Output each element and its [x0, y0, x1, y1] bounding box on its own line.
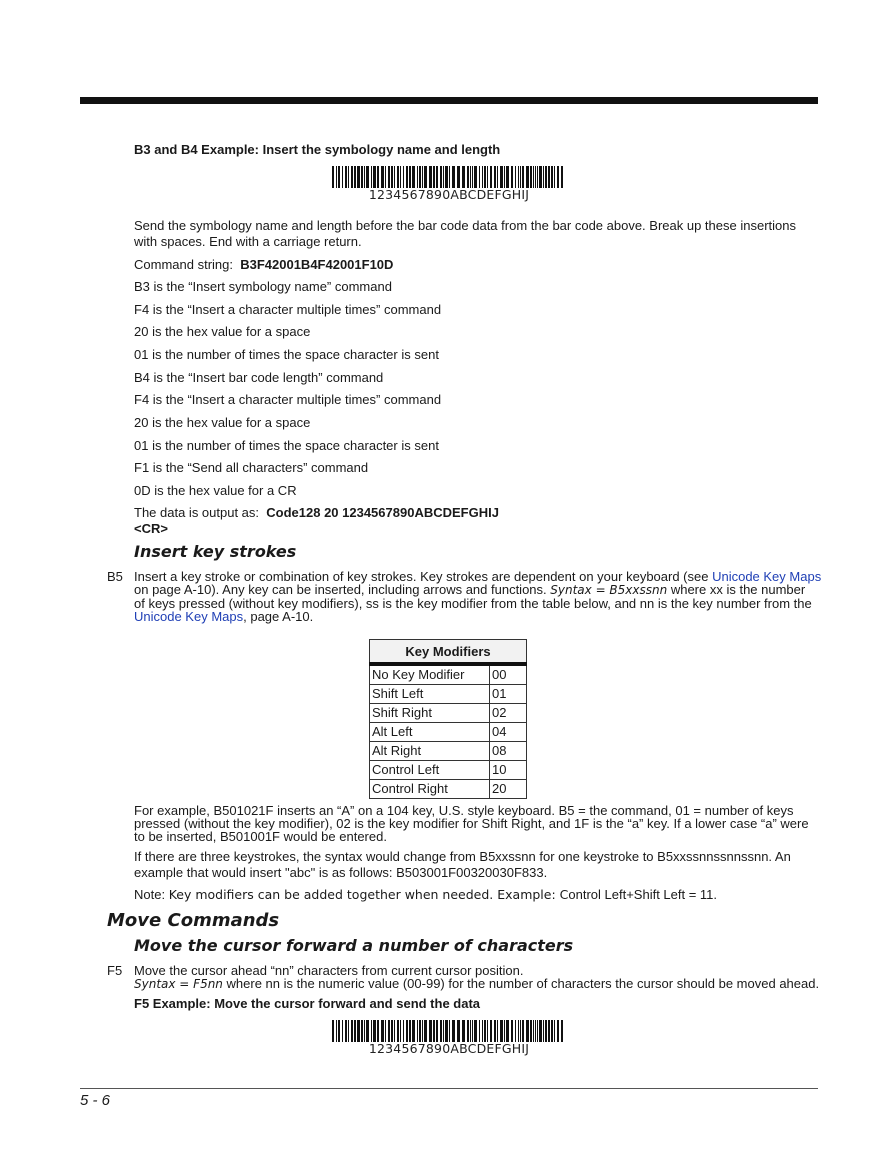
modifier-code: 04 — [490, 723, 527, 742]
send-paragraph-line-1: Send the symbology name and length before the bar code data from the bar code above. Break up these insertions — [134, 218, 796, 233]
b3b4-example-heading: B3 and B4 Example: Insert the symbology name and length — [134, 142, 501, 157]
barcode-bar — [535, 166, 536, 188]
barcode-bar — [500, 1020, 503, 1042]
barcode-bar — [557, 166, 559, 188]
barcode-bar — [533, 166, 534, 188]
barcode-bar — [484, 166, 486, 188]
barcode-bar — [526, 1020, 529, 1042]
barcode-bar — [443, 1020, 444, 1042]
example-line-3: to be inserted, B501001F would be entered. — [134, 829, 387, 844]
barcode-bar — [373, 1020, 376, 1042]
barcode-bar — [397, 1020, 399, 1042]
modifier-code: 20 — [490, 780, 527, 799]
barcode-bar — [506, 1020, 509, 1042]
barcode-bar — [511, 166, 513, 188]
barcode-bar — [500, 166, 503, 188]
barcode-bar — [373, 166, 376, 188]
barcode-bar — [470, 166, 471, 188]
barcode-bar — [394, 1020, 395, 1042]
explanation-line: 0D is the hex value for a CR — [134, 483, 297, 498]
barcode-bar — [504, 166, 505, 188]
barcode-bar — [511, 1020, 513, 1042]
table-row — [370, 664, 527, 685]
barcode-bar — [381, 1020, 384, 1042]
modifier-code: 00 — [490, 664, 527, 685]
barcode-bar — [424, 166, 427, 188]
barcode-bar — [515, 1020, 516, 1042]
barcode-bar — [342, 1020, 343, 1042]
f5-description — [134, 964, 819, 991]
key-modifiers-table — [369, 639, 527, 799]
barcode-bar — [417, 1020, 418, 1042]
barcode-bar — [518, 1020, 519, 1042]
barcode-bar — [462, 1020, 465, 1042]
barcode-bar — [391, 1020, 393, 1042]
barcode-bar — [336, 1020, 337, 1042]
barcode-bar — [548, 166, 550, 188]
barcode-bar — [364, 166, 365, 188]
move-commands-heading: Move Commands — [107, 910, 280, 931]
barcode-bar — [436, 166, 438, 188]
barcode-bar — [377, 166, 379, 188]
barcode-bar — [554, 1020, 555, 1042]
barcode-bar — [361, 166, 363, 188]
b5-description — [134, 570, 824, 623]
barcode-bar — [479, 166, 480, 188]
table-row — [370, 780, 527, 799]
barcode-bar — [474, 1020, 477, 1042]
barcode-bar — [417, 166, 418, 188]
barcode-bar — [449, 166, 450, 188]
note-line — [134, 887, 717, 902]
barcode-bar — [429, 166, 432, 188]
barcode-bar — [494, 166, 496, 188]
barcode-bar — [494, 1020, 496, 1042]
b5-line-4: , page A-10. — [243, 609, 314, 624]
barcode-bar — [522, 166, 524, 188]
barcode-bar — [371, 1020, 372, 1042]
modifier-code: 02 — [490, 704, 527, 723]
barcode-bar — [484, 1020, 486, 1042]
barcode-bar — [487, 1020, 488, 1042]
barcode-bar — [345, 1020, 347, 1042]
barcode-bar — [539, 1020, 542, 1042]
barcode-bar — [412, 1020, 415, 1042]
three-keys-line-1: If there are three keystrokes, the syntax would change from B5xxssnn for one keystroke to B5xxssnnssnnssnn. An — [134, 849, 791, 864]
modifier-name: Control Right — [370, 780, 490, 799]
barcode-bar — [338, 1020, 340, 1042]
barcode-bar — [429, 1020, 432, 1042]
barcode-bar — [472, 1020, 473, 1042]
modifier-name: Shift Right — [370, 704, 490, 723]
barcode-bar — [357, 1020, 360, 1042]
barcode-bar — [452, 166, 455, 188]
barcode-bar — [526, 166, 529, 188]
barcode-bars — [332, 166, 566, 188]
barcode-bar — [467, 166, 469, 188]
barcode-bar — [490, 1020, 492, 1042]
barcode-bar — [530, 166, 532, 188]
barcode-bar — [551, 166, 553, 188]
barcode-bar — [539, 166, 542, 188]
barcode-bar — [422, 166, 423, 188]
barcode-bar — [487, 166, 488, 188]
output-line — [134, 505, 499, 520]
barcode-bar — [366, 166, 369, 188]
barcode-2 — [332, 1020, 566, 1055]
barcode-bar — [543, 1020, 544, 1042]
barcode-bar — [462, 166, 465, 188]
barcode-1-text: 1234567890ABCDEFGHIJ — [368, 187, 530, 202]
explanation-line: B4 is the “Insert bar code length” command — [134, 370, 384, 385]
barcode-bar — [354, 1020, 356, 1042]
barcode-bar — [433, 166, 435, 188]
explanation-line: F1 is the “Send all characters” command — [134, 460, 369, 475]
barcode-bar — [520, 166, 521, 188]
table-row — [370, 723, 527, 742]
barcode-bar — [551, 1020, 553, 1042]
barcode-bar — [403, 1020, 404, 1042]
explanation-line: B3 is the “Insert symbology name” command — [134, 279, 392, 294]
barcode-bar — [348, 166, 349, 188]
b5-line-3: of keys pressed (without key modifiers), ss is the key modifier from the table below, and nn is the key number from the — [134, 596, 812, 611]
barcode-bar — [433, 1020, 435, 1042]
barcode-bar — [385, 166, 386, 188]
barcode-bar — [490, 166, 492, 188]
barcode-bar — [348, 1020, 349, 1042]
modifier-code: 10 — [490, 761, 527, 780]
barcode-bar — [445, 166, 448, 188]
barcode-bar — [533, 1020, 534, 1042]
b5-line-1: Insert a key stroke or combination of key strokes. Key strokes are dependent on your keyboard (see — [134, 569, 713, 584]
barcode-bar — [400, 166, 401, 188]
barcode-bar — [482, 1020, 483, 1042]
barcode-bar — [338, 166, 340, 188]
b5-line-2: on page A-10). Any key can be inserted, including arrows and functions. — [134, 582, 551, 597]
barcode-bar — [440, 166, 442, 188]
barcode-bar — [371, 166, 372, 188]
barcode-bar — [336, 166, 337, 188]
barcode-bar — [545, 166, 547, 188]
barcode-bar — [543, 166, 544, 188]
example-line-1: For example, B501021F inserts an “A” on a 104 key, U.S. style keyboard. B5 = the command, 01 = number of keys — [134, 803, 794, 818]
barcode-bar — [537, 166, 538, 188]
explanation-line: 01 is the number of times the space character is sent — [134, 438, 439, 453]
barcode-bars — [332, 1020, 566, 1042]
barcode-bar — [391, 166, 393, 188]
table-row — [370, 742, 527, 761]
explanation-line: F4 is the “Insert a character multiple times” command — [134, 392, 442, 407]
barcode-bar — [419, 166, 421, 188]
modifier-code: 01 — [490, 685, 527, 704]
barcode-bar — [561, 166, 563, 188]
barcode-bar — [452, 1020, 455, 1042]
command-string-label: Command string: — [134, 257, 233, 272]
note-text-end: ontrol Left+Shift Left = 11. — [568, 887, 718, 902]
barcode-bar — [409, 166, 411, 188]
f5-code: F5 — [107, 963, 123, 978]
explanation-line: F4 is the “Insert a character multiple times” command — [134, 302, 442, 317]
barcode-bar — [467, 1020, 469, 1042]
barcode-bar — [497, 166, 498, 188]
header-rule — [80, 97, 818, 104]
barcode-bar — [361, 1020, 363, 1042]
modifier-name: Alt Right — [370, 742, 490, 761]
barcode-bar — [449, 1020, 450, 1042]
barcode-bar — [422, 1020, 423, 1042]
command-string-value: B3F42001B4F42001F10D — [240, 257, 394, 272]
barcode-bar — [518, 166, 519, 188]
modifier-name: No Key Modifier — [370, 664, 490, 685]
output-value: Code128 20 1234567890ABCDEFGHIJ — [266, 505, 499, 520]
barcode-bar — [443, 166, 444, 188]
barcode-bar — [440, 1020, 442, 1042]
barcode-bar — [479, 1020, 480, 1042]
barcode-bar — [385, 1020, 386, 1042]
table-row — [370, 704, 527, 723]
barcode-bar — [457, 166, 460, 188]
barcode-bar — [474, 166, 477, 188]
barcode-bar — [436, 1020, 438, 1042]
barcode-bar — [366, 1020, 369, 1042]
barcode-bar — [397, 166, 399, 188]
b5-code: B5 — [107, 569, 123, 584]
barcode-bar — [554, 166, 555, 188]
barcode-bar — [457, 1020, 460, 1042]
barcode-bar — [406, 1020, 408, 1042]
modifier-name: Alt Left — [370, 723, 490, 742]
barcode-bar — [394, 166, 395, 188]
note-label: Note: — [134, 887, 169, 902]
barcode-bar — [332, 166, 334, 188]
b5-line-2-end: where xx is the number — [667, 582, 806, 597]
key-modifiers-header: Key Modifiers — [370, 640, 527, 665]
f5-line-1: Move the cursor ahead “nn” characters from current cursor position. — [134, 963, 524, 978]
f5-example-heading: F5 Example: Move the cursor forward and send the data — [134, 996, 481, 1011]
command-string — [134, 257, 393, 272]
barcode-bar — [561, 1020, 563, 1042]
explanation-line: 20 is the hex value for a space — [134, 415, 311, 430]
barcode-bar — [497, 1020, 498, 1042]
explanation-line: 20 is the hex value for a space — [134, 324, 311, 339]
note-text: Key modifiers can be added together when needed. Example: C — [168, 887, 569, 902]
barcode-bar — [515, 166, 516, 188]
example-line-2: pressed (without the key modifier), 02 is the key modifier for Shift Right, and 1F is the “a” key. If a lower case “a” were — [134, 816, 809, 831]
barcode-bar — [357, 166, 360, 188]
barcode-bar — [354, 166, 356, 188]
barcode-bar — [522, 1020, 524, 1042]
unicode-key-maps-link[interactable]: Unicode Key Maps — [134, 609, 244, 624]
barcode-bar — [470, 1020, 471, 1042]
modifier-name: Shift Left — [370, 685, 490, 704]
barcode-bar — [377, 1020, 379, 1042]
barcode-bar — [482, 166, 483, 188]
f5-syntax: Syntax = F5nn — [134, 977, 223, 991]
barcode-bar — [364, 1020, 365, 1042]
barcode-bar — [381, 166, 384, 188]
explanation-line: 01 is the number of times the space character is sent — [134, 347, 439, 362]
barcode-bar — [345, 166, 347, 188]
barcode-bar — [520, 1020, 521, 1042]
insert-keystrokes-heading: Insert key strokes — [134, 542, 297, 561]
f5-line-2: where nn is the numeric value (00-99) for the number of characters the cursor should be moved ahead. — [222, 976, 820, 991]
modifier-name: Control Left — [370, 761, 490, 780]
barcode-bar — [403, 166, 404, 188]
b5-syntax: Syntax = B5xxssnn — [550, 583, 668, 597]
barcode-bar — [351, 166, 353, 188]
barcode-bar — [400, 1020, 401, 1042]
barcode-bar — [530, 1020, 532, 1042]
barcode-bar — [388, 1020, 390, 1042]
barcode-bar — [342, 166, 343, 188]
barcode-bar — [351, 1020, 353, 1042]
barcode-bar — [406, 166, 408, 188]
modifier-code: 08 — [490, 742, 527, 761]
unicode-key-maps-link[interactable]: Unicode Key Maps — [712, 569, 822, 584]
barcode-bar — [472, 166, 473, 188]
barcode-1 — [332, 166, 566, 201]
table-row — [370, 685, 527, 704]
barcode-2-text: 1234567890ABCDEFGHIJ — [368, 1041, 530, 1056]
barcode-bar — [535, 1020, 536, 1042]
barcode-bar — [537, 1020, 538, 1042]
barcode-bar — [548, 1020, 550, 1042]
barcode-bar — [424, 1020, 427, 1042]
page-number: 5 - 6 — [80, 1092, 111, 1109]
move-forward-heading: Move the cursor forward a number of characters — [134, 936, 574, 955]
barcode-bar — [412, 166, 415, 188]
barcode-bar — [445, 1020, 448, 1042]
barcode-bar — [332, 1020, 334, 1042]
table-row — [370, 761, 527, 780]
footer-rule — [80, 1088, 818, 1089]
barcode-bar — [545, 1020, 547, 1042]
three-keys-line-2: example that would insert "abc" is as follows: B503001F00320030F833. — [134, 865, 548, 880]
barcode-bar — [419, 1020, 421, 1042]
barcode-bar — [409, 1020, 411, 1042]
barcode-bar — [557, 1020, 559, 1042]
barcode-bar — [504, 1020, 505, 1042]
barcode-bar — [388, 166, 390, 188]
output-cr: <CR> — [134, 521, 168, 536]
barcode-bar — [506, 166, 509, 188]
send-paragraph-line-2: with spaces. End with a carriage return. — [134, 234, 362, 249]
output-label: The data is output as: — [134, 505, 260, 520]
example-paragraph — [134, 804, 809, 843]
